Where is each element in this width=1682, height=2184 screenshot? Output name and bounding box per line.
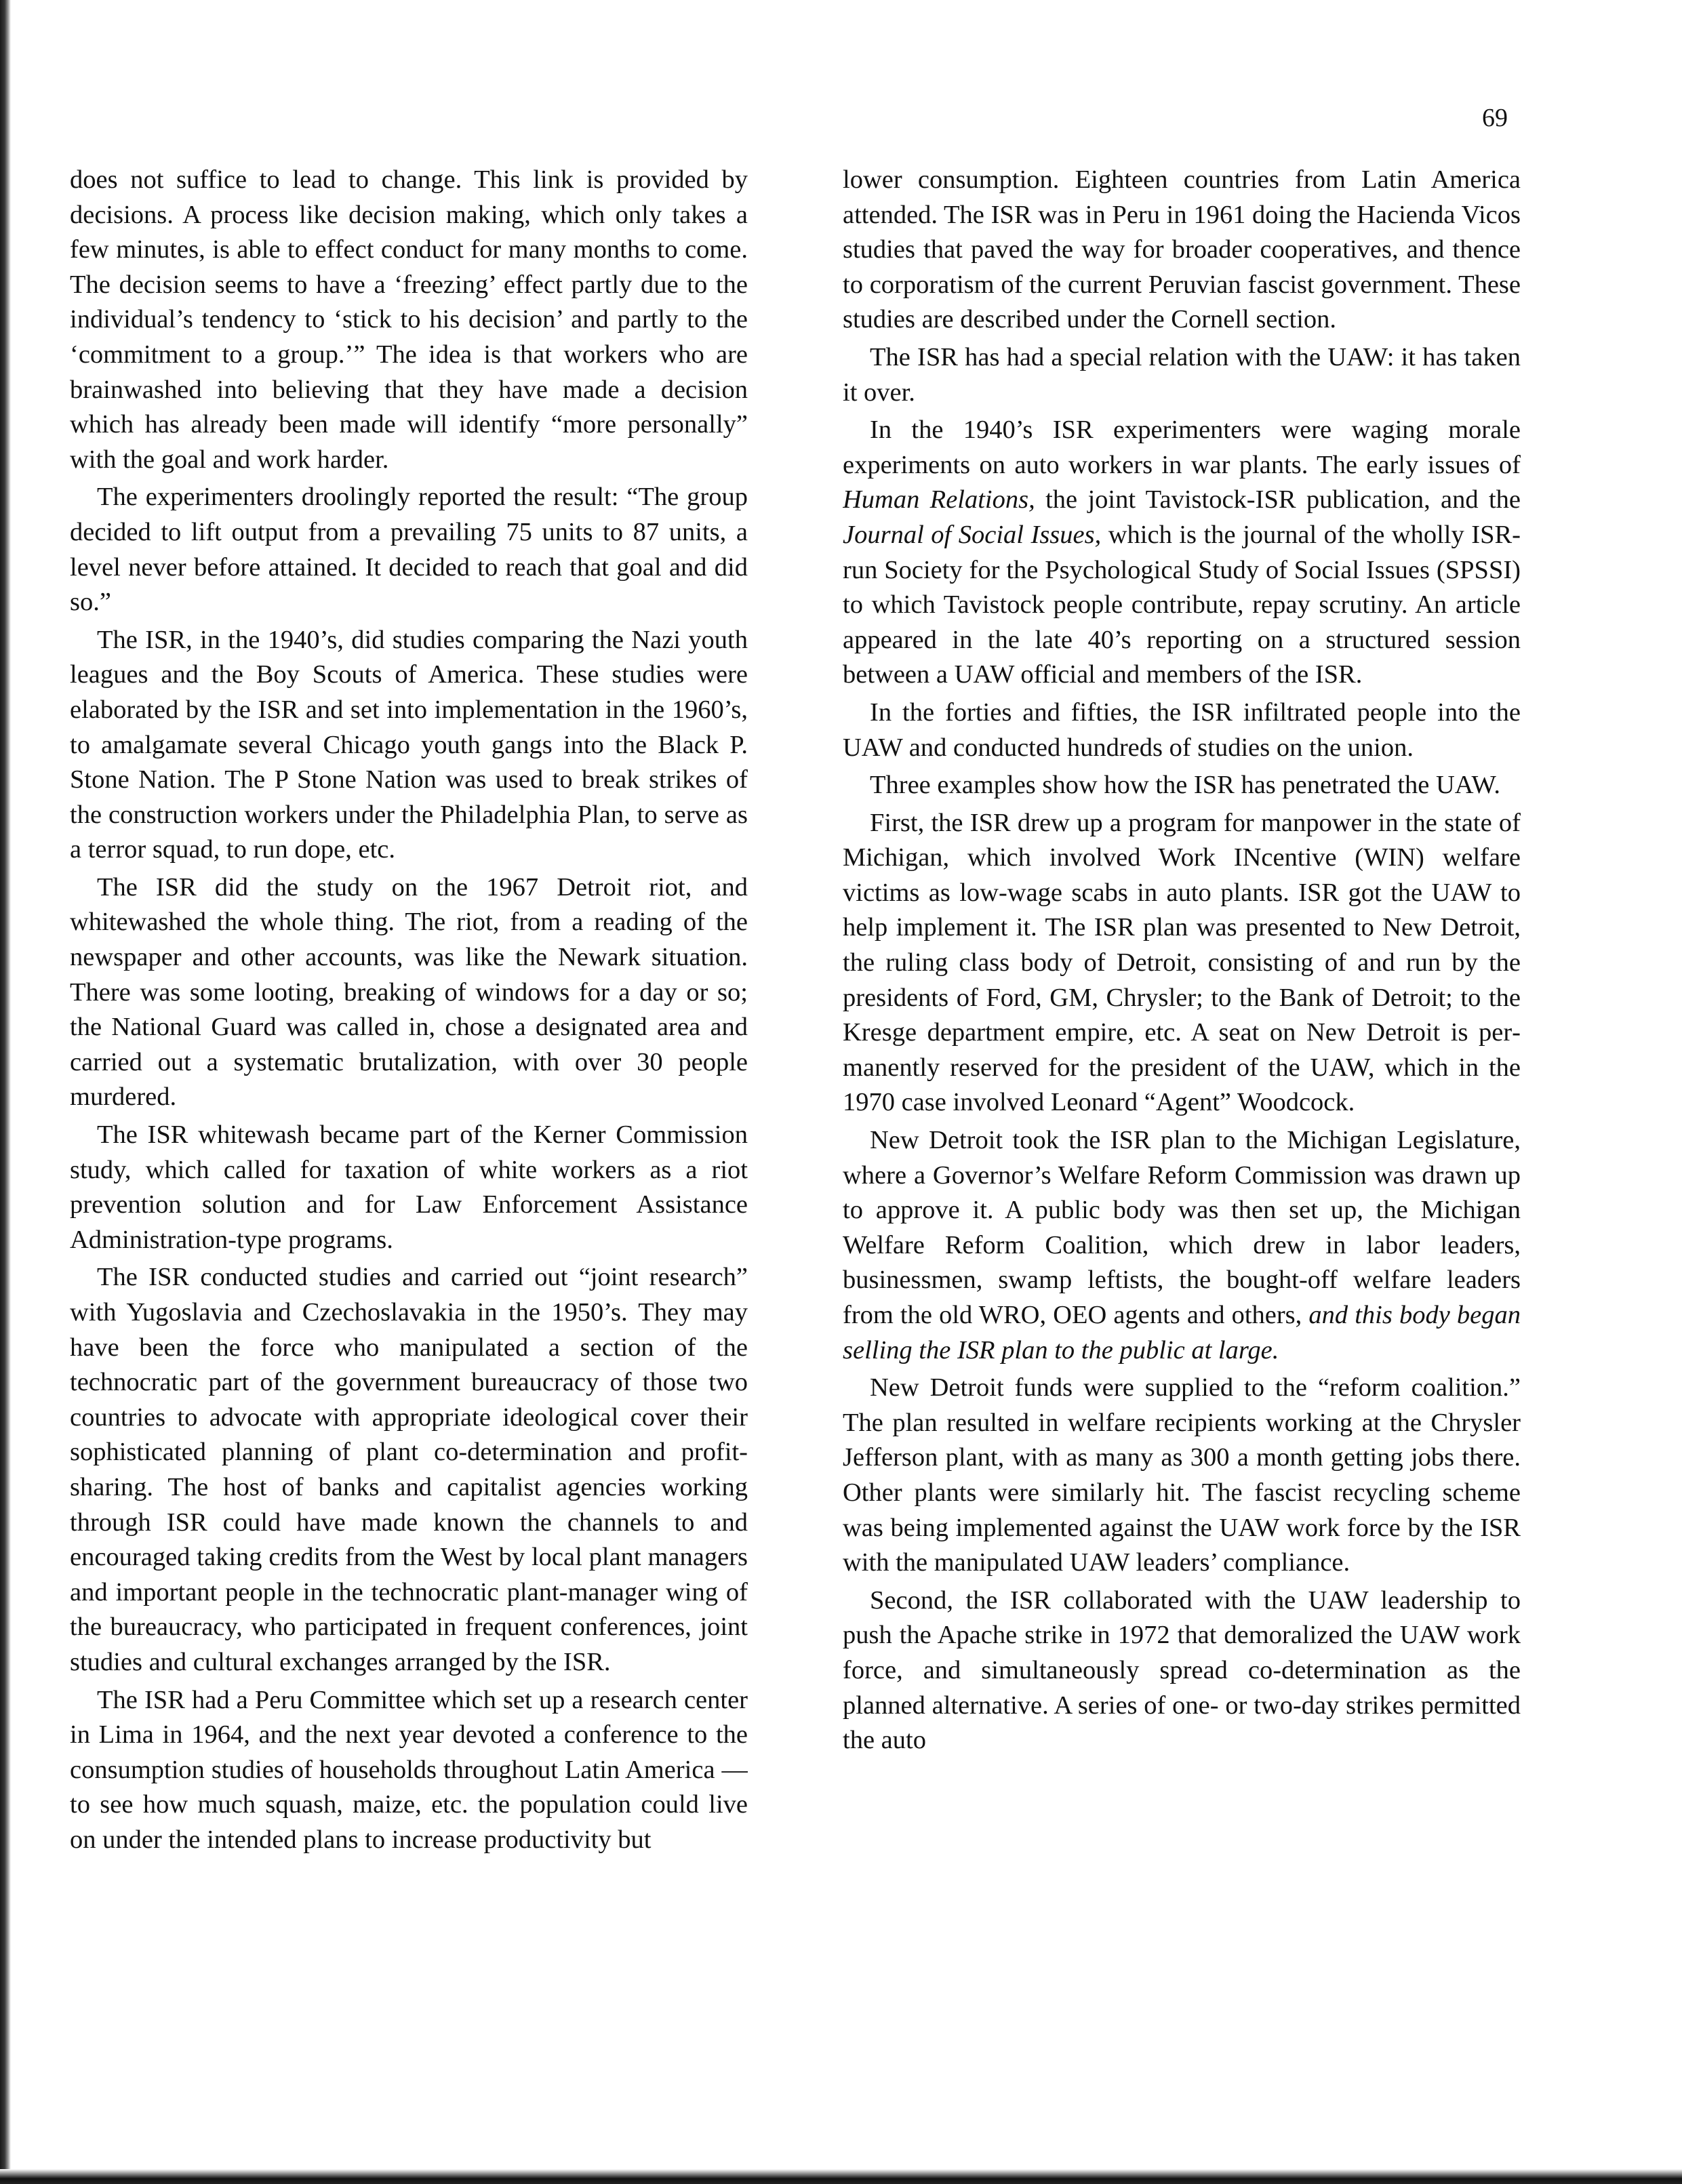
text-run: In the forties and fifties, the ISR infiltrated people into the UAW and conducted hundreds of studies on the union. xyxy=(843,697,1521,762)
text-run: which is the journal of the wholly ISR-run Society for the Psychological Study of Social Issues (SPSSI) to which Tavistock people contribute, repay scrutiny. An article appeared in the late 40’s reporting on a structured session between a UAW official and members of the ISR. xyxy=(843,520,1521,689)
text-run: The ISR had a Peru Committee which set up a research center in Lima in 1964, and the next year devoted a conference to the consumption studies of households throughout Latin America — to see how much squash, maize, etc. the population could live on under the intended plans to increase productivity but xyxy=(70,1685,748,1854)
paragraph xyxy=(843,1371,1521,1581)
text-run: The ISR, in the 1940’s, did studies comparing the Nazi youth leagues and the Boy Scouts of America. These studies were elaborated by the ISR and set into implementation in the 1960’s, to amalgamate several Chicago youth gangs into the Black P. Stone Nation. The P Stone Nation was used to break strikes of the construction workers under the Philadelphia Plan, to serve as a terror squad, to run dope, etc. xyxy=(70,625,748,864)
paragraph xyxy=(843,163,1521,338)
left-text-column xyxy=(70,163,748,2047)
text-run: lower consumption. Eighteen countries from Latin America attended. The ISR was in Peru in 1961 doing the Hacienda Vicos studies that paved the way for broader cooperatives, and thence to corporatism of the current Peruvian fascist government. These studies are described under the Cornell section. xyxy=(843,165,1521,334)
paragraph xyxy=(843,695,1521,765)
text-run: In the 1940’s ISR experimenters were waging morale experiments on auto workers in war plants. The early issues of xyxy=(843,416,1521,479)
italic-text: Journal of Social Issues, xyxy=(843,520,1102,549)
paragraph xyxy=(843,340,1521,410)
text-run: First, the ISR drew up a program for manpower in the state of Michigan, which involved Work INcentive (WIN) welfare victims as low-wage scabs in auto plants. ISR got the UAW to help implement it. The ISR plan was presented to New Detroit, the ruling class body of Detroit, consisting of and run by the presidents of Ford, GM, Chrysler; to the Bank of Detroit; to the Kresge department empire, etc. A seat on New Detroit is permanently reserved for the president of the UAW, which in the 1970 case involved Leonard “Agent” Woodcock. xyxy=(843,808,1521,1117)
text-run: does not suffice to lead to change. This link is provided by decisions. A process like decision making, which only takes a few minutes, is able to effect conduct for many months to come. The decision seems to have a ‘freezing’ effect partly due to the individual’s tendency to ‘stick to his decision’ and partly to the ‘commitment to a group.’” The idea is that workers who are brainwashed into believing that they have made a decision which has already been made will identify “more personally” with the goal and work harder. xyxy=(70,165,748,474)
paragraph xyxy=(70,480,748,620)
paragraph xyxy=(70,1683,748,1858)
text-run: Three examples show how the ISR has penetrated the UAW. xyxy=(870,771,1500,800)
text-run: The ISR whitewash became part of the Kerner Commission study, which called for taxation of white workers as a riot prevention solution and for Law Enforcement Assistance Administration-type programs. xyxy=(70,1120,748,1254)
italic-text: Human Relations, xyxy=(843,485,1035,514)
paragraph xyxy=(70,623,748,868)
paragraph xyxy=(70,870,748,1115)
text-run: The ISR did the study on the 1967 Detroit riot, and whitewashed the whole thing. The riot, from a reading of the newspaper and other accounts, was like the Newark situation. There was some looting, breaking of windows for a day or so; the National Guard was called in, chose a designated area and carried out a systematic brutalization, with over 30 people murdered. xyxy=(70,872,748,1112)
paragraph xyxy=(70,1260,748,1680)
paragraph xyxy=(843,1583,1521,1758)
scan-left-edge xyxy=(0,0,11,2184)
scan-bottom-edge xyxy=(0,2169,1682,2184)
text-run: The experimenters droolingly reported the result: “The group decided to lift output from a prevailing 75 units to 87 units, a level never before attained. It decided to reach that goal and did so.” xyxy=(70,483,748,617)
text-run: New Detroit funds were supplied to the “reform coalition.” The plan resulted in welfare recipients working at the Chrysler Jefferson plant, with as many as 300 a month getting jobs there. Other plants were similarly hit. The fascist recycling scheme was being implemented against the UAW work force by the ISR with the manipulated UAW leaders’ compliance. xyxy=(843,1373,1521,1577)
paragraph xyxy=(843,1123,1521,1368)
text-run: The ISR has had a special relation with the UAW: it has taken it over. xyxy=(843,342,1521,407)
text-run: the joint Tavistock-ISR publication, and the xyxy=(1035,485,1521,514)
italic-text: and this body began selling the ISR plan to the public at large. xyxy=(843,1301,1521,1364)
right-text-column xyxy=(843,163,1521,2047)
paragraph xyxy=(843,768,1521,803)
paragraph xyxy=(70,163,748,477)
paragraph xyxy=(70,1118,748,1257)
text-run: The ISR conducted studies and carried out “joint research” with Yugoslavia and Czechoslavakia in the 1950’s. They may have been the force who manipulated a section of the technocratic part of the government bureaucracy of those two countries to advocate with appropriate ideological cover their sophisticated planning of plant co-determination and profit-sharing. The host of banks and capitalist agencies working through ISR could have made known the channels to and encouraged taking credits from the West by local plant managers and important people in the technocratic plant-manager wing of the bureaucracy, who participated in frequent conferences, joint studies and cultural exchanges arranged by the ISR. xyxy=(70,1263,748,1676)
text-run: Second, the ISR collaborated with the UAW leadership to push the Apache strike in 1972 that demoralized the UAW work force, and simultaneously spread co-determination as the planned alternative. A series of one- or two-day strikes permitted the auto xyxy=(843,1585,1521,1755)
page-number: 69 xyxy=(1482,104,1508,132)
paragraph xyxy=(843,413,1521,693)
paragraph xyxy=(843,806,1521,1120)
text-run: New Detroit took the ISR plan to the Michigan Legislature, where a Governor’s Welfare Reform Commission was drawn up to approve it. A public body was then set up, the Michigan Welfare Reform Coalition, which drew in labor leaders, businessmen, swamp leftists, the bought-off welfare leaders from the old WRO, OEO agents and others, xyxy=(843,1126,1521,1329)
